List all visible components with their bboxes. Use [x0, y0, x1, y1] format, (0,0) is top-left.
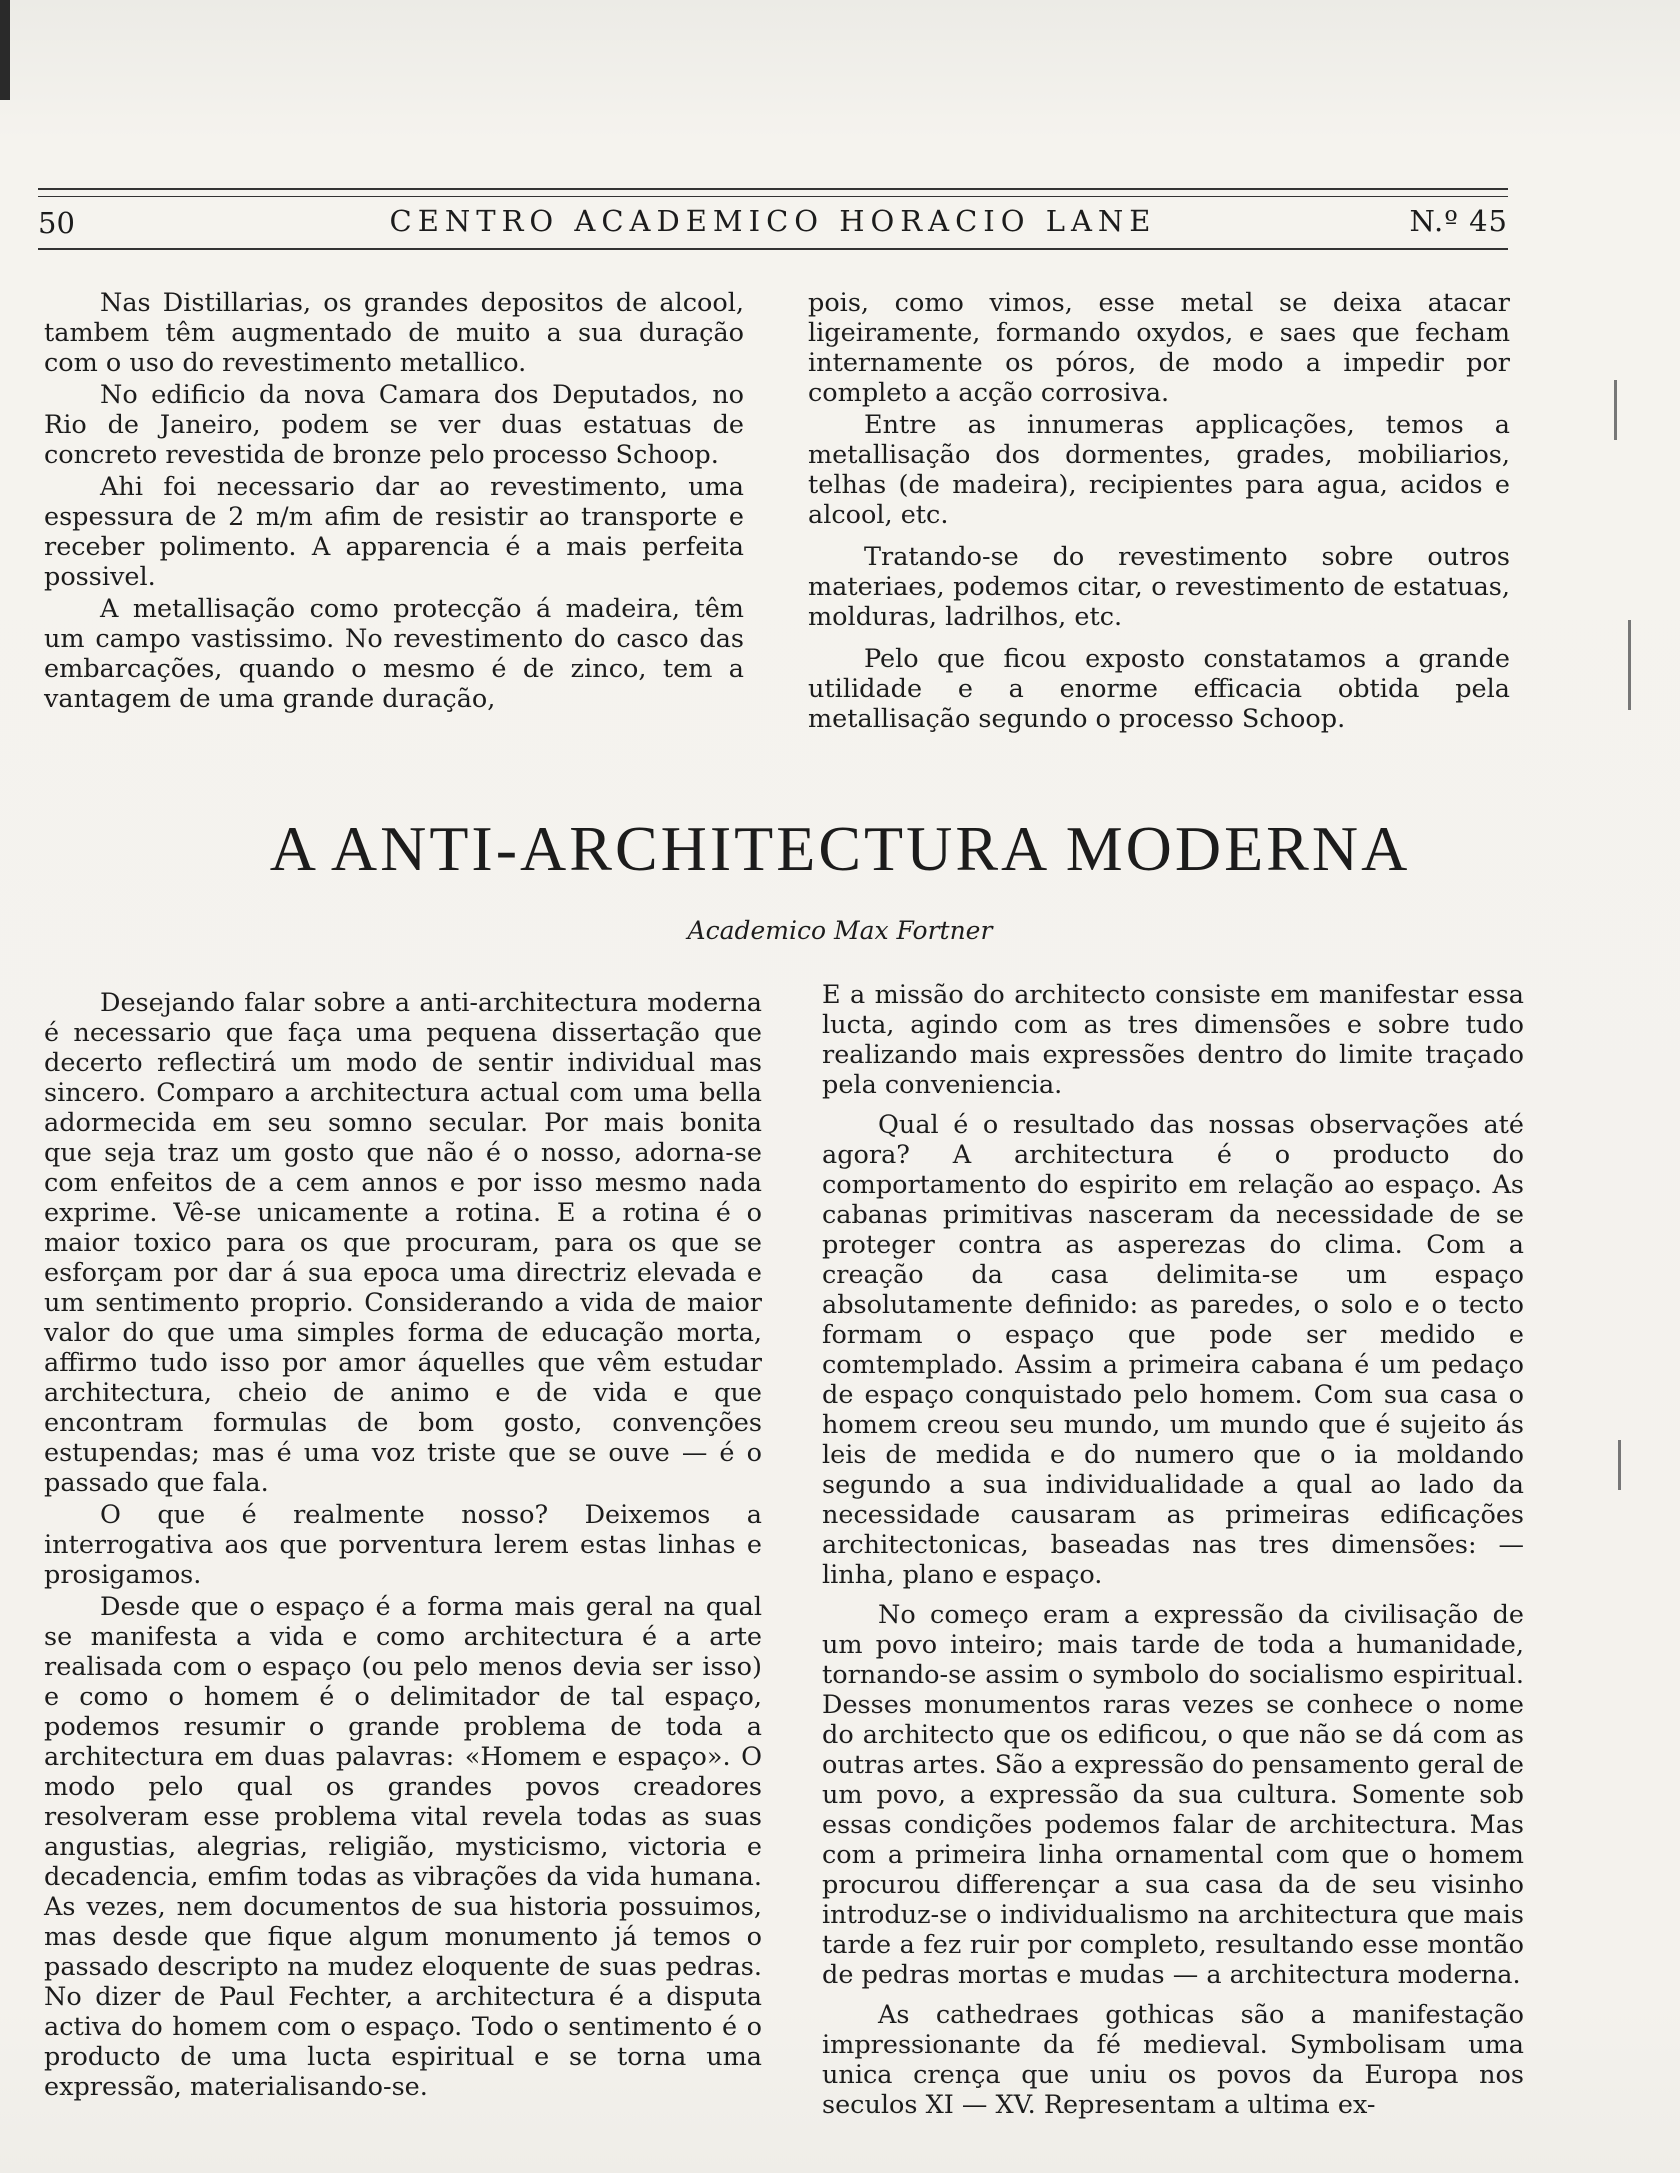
- paragraph: Ahi foi necessario dar ao revestimento, uma espessura de 2 m/m afim de resistir ao transporte e receber polimento. A apparencia é a mais perfeita possivel.: [44, 472, 744, 592]
- margin-mark: [1628, 620, 1631, 710]
- paragraph: No edificio da nova Camara dos Deputados, no Rio de Janeiro, podem se ver duas estatuas de concreto revestida de bronze pelo processo Schoop.: [44, 380, 744, 470]
- header-rule-bottom: [38, 248, 1508, 250]
- paragraph: Nas Distillarias, os grandes depositos de alcool, tambem têm augmentado de muito a sua duração com o uso do revestimento metallico.: [44, 288, 744, 378]
- header-rule-top: [38, 188, 1508, 190]
- issue-number: N.º 45: [1409, 204, 1508, 238]
- continued-article-right-column: [808, 288, 1510, 734]
- paragraph: O que é realmente nosso? Deixemos a interrogativa aos que porventura lerem estas linhas e prosigamos.: [44, 1500, 762, 1590]
- paragraph: Tratando-se do revestimento sobre outros materiaes, podemos citar, o revestimento de estatuas, molduras, ladrilhos, etc.: [808, 542, 1510, 632]
- paragraph: E a missão do architecto consiste em manifestar essa lucta, agindo com as tres dimensões e sobre tudo realizando mais expressões dentro do limite traçado pela conveniencia.: [822, 980, 1524, 1100]
- article-right-column: [822, 980, 1524, 2120]
- paragraph: Pelo que ficou exposto constatamos a grande utilidade e a enorme efficacia obtida pela metallisação segundo o processo Schoop.: [808, 644, 1510, 734]
- article-left-column: [44, 988, 762, 2102]
- scan-edge-shadow: [0, 0, 10, 100]
- paragraph: Qual é o resultado das nossas observações até agora? A architectura é o producto do comportamento do espirito em relação ao espaço. As cabanas primitivas nasceram da necessidade de se proteger contra as asperezas do clima. Com a creação da casa delimita-se um espaço absolutamente definido: as paredes, o solo e o tecto formam o espaço que pode ser medido e comtemplado. Assim a primeira cabana é um pedaço de espaço conquistado pelo homem. Com sua casa o homem creou seu mundo, um mundo que é sujeito ás leis de medida e do numero que o ia moldando segundo a sua individualidade a qual ao lado da necessidade causaram as primeiras edificações architectonicas, baseadas nas tres dimensões: — linha, plano e espaço.: [822, 1110, 1524, 1590]
- journal-title: CENTRO ACADEMICO HORACIO LANE: [389, 204, 1157, 238]
- paragraph: As cathedraes gothicas são a manifestação impressionante da fé medieval. Symbolisam uma unica crença que uniu os povos da Europa nos seculos XI — XV. Representam a ultima ex-: [822, 2000, 1524, 2120]
- paragraph: Desde que o espaço é a forma mais geral na qual se manifesta a vida e como architectura é a arte realisada com o espaço (ou pelo menos devia ser isso) e como o homem é o delimitador de tal espaço, podemos resumir o grande problema de toda a architectura em duas palavras: «Homem e espaço». O modo pelo qual os grandes povos creadores resolveram esse problema vital revela todas as suas angustias, alegrias, religião, mysticismo, victoria e decadencia, emfim todas as vibrações da vida humana. As vezes, nem documentos de sua historia possuimos, mas desde que fique algum monumento já temos o passado descripto na mudez eloquente de suas pedras. No dizer de Paul Fechter, a architectura é a disputa activa do homem com o espaço. Todo o sentimento é o producto de uma lucta espiritual e se torna uma expressão, materialisando-se.: [44, 1592, 762, 2102]
- margin-mark: [1618, 1440, 1621, 1490]
- paragraph: No começo eram a expressão da civilisação de um povo inteiro; mais tarde de toda a humanidade, tornando-se assim o symbolo do socialismo espiritual. Desses monumentos raras vezes se conhece o nome do architecto que os edificou, o que não se dá com as outras artes. São a expressão do pensamento geral de um povo, a expressão da sua cultura. Somente sob essas condições podemos falar de architectura. Mas com a primeira linha ornamental com que o homem procurou differençar a sua casa da de seu visinho introduz-se o individualismo na architectura que mais tarde a fez ruir por completo, resultando esse montão de pedras mortas e mudas — a architectura moderna.: [822, 1600, 1524, 1990]
- paragraph: pois, como vimos, esse metal se deixa atacar ligeiramente, formando oxydos, e saes que fecham internamente os póros, de modo a impedir por completo a acção corrosiva.: [808, 288, 1510, 408]
- page-number: 50: [38, 206, 75, 240]
- article-author: Academico Max Fortner: [687, 916, 993, 945]
- paragraph: A metallisação como protecção á madeira, têm um campo vastissimo. No revestimento do casco das embarcações, quando o mesmo é de zinco, tem a vantagem de uma grande duração,: [44, 594, 744, 714]
- header-rule-top-thin: [38, 196, 1508, 197]
- page-header: [38, 200, 1508, 246]
- margin-mark: [1614, 380, 1617, 440]
- article-title: A ANTI-ARCHITECTURA MODERNA: [269, 813, 1411, 884]
- paragraph: Desejando falar sobre a anti-architectura moderna é necessario que faça uma pequena dissertação que decerto reflectirá um modo de sentir individual mas sincero. Comparo a architectura actual com uma bella adormecida em seu somno secular. Por mais bonita que seja traz um gosto que não é o nosso, adorna-se com enfeitos de a cem annos e por isso mesmo nada exprime. Vê-se unicamente a rotina. E a rotina é o maior toxico para os que procuram, para os que se esforçam por dar á sua epoca uma directriz elevada e um sentimento proprio. Considerando a vida de maior valor do que uma simples forma de educação morta, affirmo tudo isso por amor áquelles que vêm estudar architectura, cheio de animo e de vida e que encontram formulas de bom gosto, convenções estupendas; mas é uma voz triste que se ouve — é o passado que fala.: [44, 988, 762, 1498]
- continued-article-left-column: [44, 288, 744, 714]
- paragraph: Entre as innumeras applicações, temos a metallisação dos dormentes, grades, mobiliarios, telhas (de madeira), recipientes para agua, acidos e alcool, etc.: [808, 410, 1510, 530]
